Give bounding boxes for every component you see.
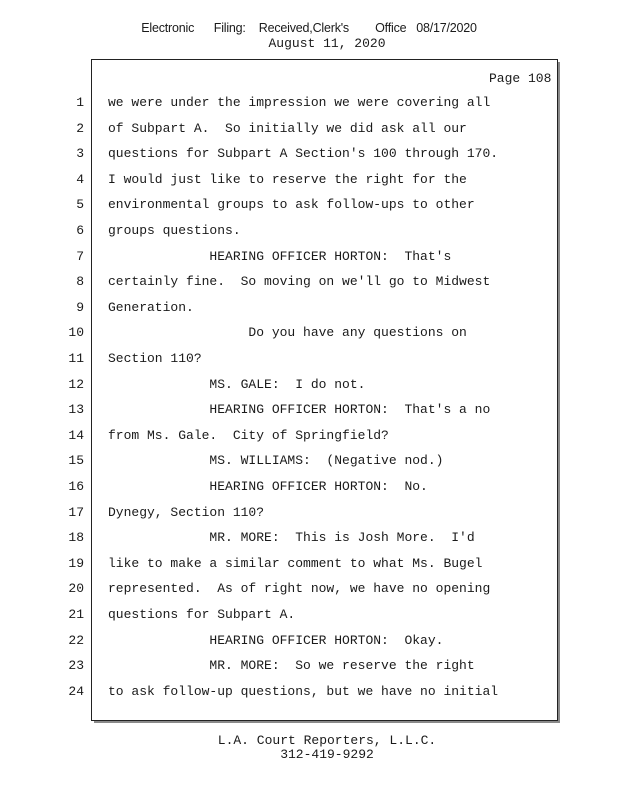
line-number: 24: [68, 684, 84, 699]
transcript-line: MR. MORE: This is Josh More. I'd: [108, 530, 475, 545]
transcript-line: represented. As of right now, we have no opening: [108, 581, 491, 596]
transcript-line: like to make a similar comment to what Ms. Bugel: [108, 556, 483, 571]
transcript-line: environmental groups to ask follow-ups to other: [108, 197, 475, 212]
transcript-line: HEARING OFFICER HORTON: No.: [108, 479, 428, 494]
line-number: 5: [76, 197, 84, 212]
page-number: Page 108: [489, 71, 552, 86]
transcript-line: HEARING OFFICER HORTON: Okay.: [108, 633, 444, 648]
line-number: 13: [68, 402, 84, 417]
line-number: 15: [68, 453, 84, 468]
footer-company: L.A. Court Reporters, L.L.C.: [217, 733, 437, 748]
line-number: 19: [68, 556, 84, 571]
line-number: 14: [68, 428, 84, 443]
transcript-line: to ask follow-up questions, but we have no initial: [108, 684, 499, 699]
line-number: 22: [68, 633, 84, 648]
line-number: 18: [68, 530, 84, 545]
line-number: 20: [68, 581, 84, 596]
line-number: 1: [76, 95, 84, 110]
line-number: 21: [68, 607, 84, 622]
transcript-line: Section 110?: [108, 351, 202, 366]
transcript-line: MS. WILLIAMS: (Negative nod.): [108, 453, 444, 468]
transcript-line: Generation.: [108, 300, 194, 315]
hearing-date: August 11, 2020: [268, 36, 386, 51]
transcript-line: Dynegy, Section 110?: [108, 505, 265, 520]
transcript-line: HEARING OFFICER HORTON: That's a no: [108, 402, 491, 417]
line-number: 6: [76, 223, 84, 238]
transcript-line: HEARING OFFICER HORTON: That's: [108, 249, 452, 264]
transcript-line: questions for Subpart A Section's 100 through 170.: [108, 146, 499, 161]
line-number: 17: [68, 505, 84, 520]
line-number: 10: [68, 325, 84, 340]
transcript-line: I would just like to reserve the right for the: [108, 172, 467, 187]
transcript-line: questions for Subpart A.: [108, 607, 296, 622]
transcript-line: we were under the impression we were covering all: [108, 95, 491, 110]
line-number: 12: [68, 377, 84, 392]
transcript-line: groups questions.: [108, 223, 241, 238]
line-number: 11: [68, 351, 84, 366]
line-number: 4: [76, 172, 84, 187]
transcript-line: Do you have any questions on: [108, 325, 467, 340]
transcript-line: certainly fine. So moving on we'll go to Midwest: [108, 274, 491, 289]
transcript-line: from Ms. Gale. City of Springfield?: [108, 428, 389, 443]
footer-phone: 312-419-9292: [280, 747, 374, 762]
line-number: 9: [76, 300, 84, 315]
transcript-line: MR. MORE: So we reserve the right: [108, 658, 475, 673]
line-number: 3: [76, 146, 84, 161]
transcript-line: MS. GALE: I do not.: [108, 377, 366, 392]
line-number: 2: [76, 121, 84, 136]
filing-stamp: Electronic Filing: Received,Clerk's Office 08/17/2020: [141, 21, 477, 35]
transcript-line: of Subpart A. So initially we did ask all our: [108, 121, 467, 136]
line-number: 7: [76, 249, 84, 264]
line-number: 23: [68, 658, 84, 673]
line-number: 8: [76, 274, 84, 289]
line-number: 16: [68, 479, 84, 494]
